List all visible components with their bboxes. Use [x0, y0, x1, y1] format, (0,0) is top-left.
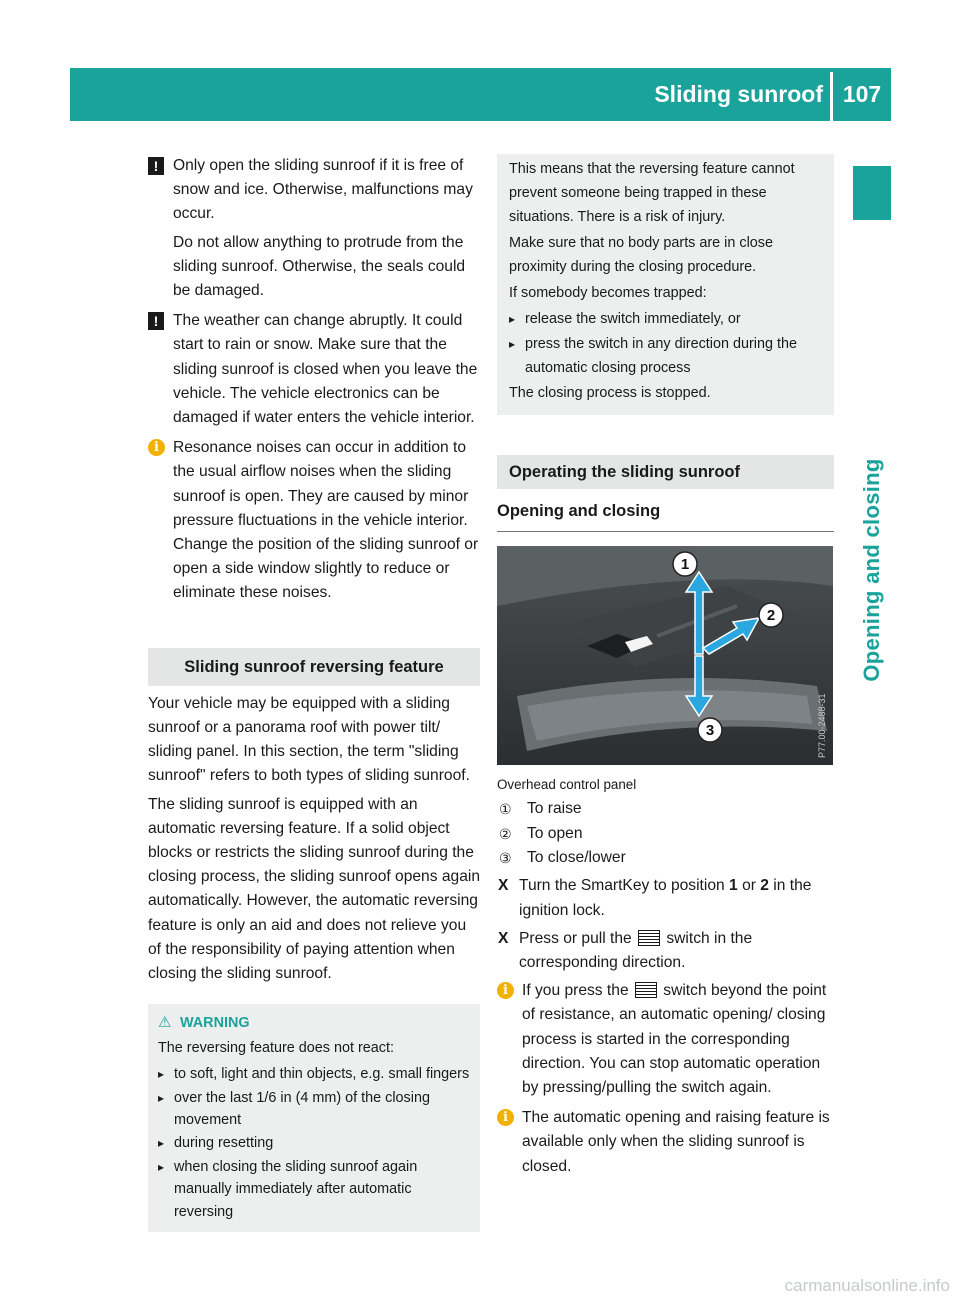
box-text: Make sure that no body parts are in close proximity during the closing procedure.	[509, 235, 773, 275]
body-paragraph: The sliding sunroof is equipped with an automatic reversing feature. If a solid object blocks or restricts the sliding sunroof during the closing process, the sliding sunroof opens again automatically. However, the automatic reversing feature is only an aid and does not relieve you of the responsibility of paying attention when closing the sliding sunroof.	[148, 795, 481, 983]
warning-triangle-icon: ⚠	[158, 1014, 172, 1032]
info-note	[497, 1106, 834, 1179]
figure-code: P77.00-2488-31	[817, 693, 827, 759]
marker-2-label: 2	[766, 607, 776, 625]
note-text: The weather can change abruptly. It could start to rain or snow. Make sure that the sliding sunroof is closed when you leave the vehicle. The vehicle electronics can be damaged if water enters the vehicle interior.	[173, 312, 478, 427]
legend-item: ③ To close/lower	[499, 849, 626, 866]
note-text: Do not allow anything to protrude from the sliding sunroof. Otherwise, the seals could be damaged.	[173, 233, 466, 300]
marker-3-label: 3	[705, 722, 715, 740]
sunroof-switch-icon	[635, 982, 657, 998]
figure-caption: Overhead control panel	[497, 777, 637, 793]
chapter-tab-marker	[853, 166, 891, 220]
legend-item: ② To open	[499, 824, 583, 842]
warning-continued-box	[497, 154, 834, 415]
chapter-side-label: Opening and closing	[859, 458, 884, 682]
info-note: i If you press the switch beyond the point of resistance, an automatic opening/ closing process is started in the corresponding direction. You can stop automatic operation by pressing/pulling the switch again.	[497, 979, 834, 1100]
step-arrow-icon: X	[498, 929, 509, 947]
box-text: The closing process is stopped.	[509, 385, 711, 401]
overhead-panel-illustration	[497, 546, 833, 765]
warning-box	[148, 1004, 480, 1232]
box-bullet: ▸ press the switch in any direction during the automatic closing process	[509, 332, 824, 380]
box-text: If somebody becomes trapped:	[509, 285, 707, 301]
warning-bullet: ▸ to soft, light and thin objects, e.g. small fingers	[158, 1063, 472, 1085]
box-bullet: ▸ release the switch immediately, or	[509, 307, 824, 331]
footer-watermark: carmanualsonline.info	[784, 1276, 950, 1295]
page-number: 107	[842, 81, 882, 107]
info-icon: i	[497, 982, 514, 999]
instruction-step: X Turn the SmartKey to position 1 or 2 in the ignition lock.	[497, 874, 834, 922]
legend-item: ① To raise	[499, 800, 582, 818]
step-arrow-icon: X	[498, 877, 509, 895]
section-heading: Sliding sunroof reversing feature	[148, 648, 480, 686]
exclamation-icon: !	[148, 312, 164, 330]
header-title: Sliding sunroof	[654, 81, 823, 107]
exclamation-icon: !	[148, 157, 164, 175]
info-note	[148, 436, 480, 605]
sub-heading: Opening and closing	[497, 499, 834, 532]
right-column	[497, 154, 834, 1185]
marker-1-label: 1	[680, 556, 690, 574]
header-divider	[830, 72, 833, 121]
left-column	[148, 154, 480, 1232]
instruction-step: X Press or pull the switch in the corresponding direction.	[497, 927, 834, 975]
note-text: The automatic opening and raising feature is available only when the sliding sunroof is closed.	[522, 1109, 830, 1175]
section-heading: Operating the sliding sunroof	[497, 455, 834, 489]
warning-bullet: ▸ during resetting	[158, 1132, 472, 1154]
sunroof-switch-icon	[638, 930, 660, 946]
warning-title: ⚠ WARNING	[158, 1012, 472, 1034]
warning-bullet: ▸ over the last 1/6 in (4 mm) of the closing movement	[158, 1087, 472, 1132]
note-text: Only open the sliding sunroof if it is free of snow and ice. Otherwise, malfunctions may occur.	[173, 157, 473, 223]
warning-intro: The reversing feature does not react:	[158, 1039, 394, 1056]
warning-bullet: ▸ when closing the sliding sunroof again manually immediately after automatic reversing	[158, 1156, 472, 1223]
info-icon: i	[148, 439, 165, 456]
box-text: This means that the reversing feature cannot prevent someone being trapped in these situations. There is a risk of injury.	[509, 161, 795, 225]
caution-note-1	[148, 154, 480, 303]
info-icon: i	[497, 1109, 514, 1126]
page-header	[70, 68, 891, 121]
caution-note-2	[148, 309, 480, 430]
note-text: Resonance noises can occur in addition to the usual airflow noises when the sliding sunroof is open. They are caused by minor pressure fluctuations in the vehicle interior. Change the position of the sliding sunroof or open a side window slightly to reduce or eliminate these noises.	[173, 439, 479, 602]
overhead-panel-photo	[497, 546, 833, 765]
body-paragraph: Your vehicle may be equipped with a sliding sunroof or a panorama roof with power tilt/ sliding panel. In this section, the term "sliding sunroof" refers to both types of sliding sunroof.	[148, 694, 470, 785]
